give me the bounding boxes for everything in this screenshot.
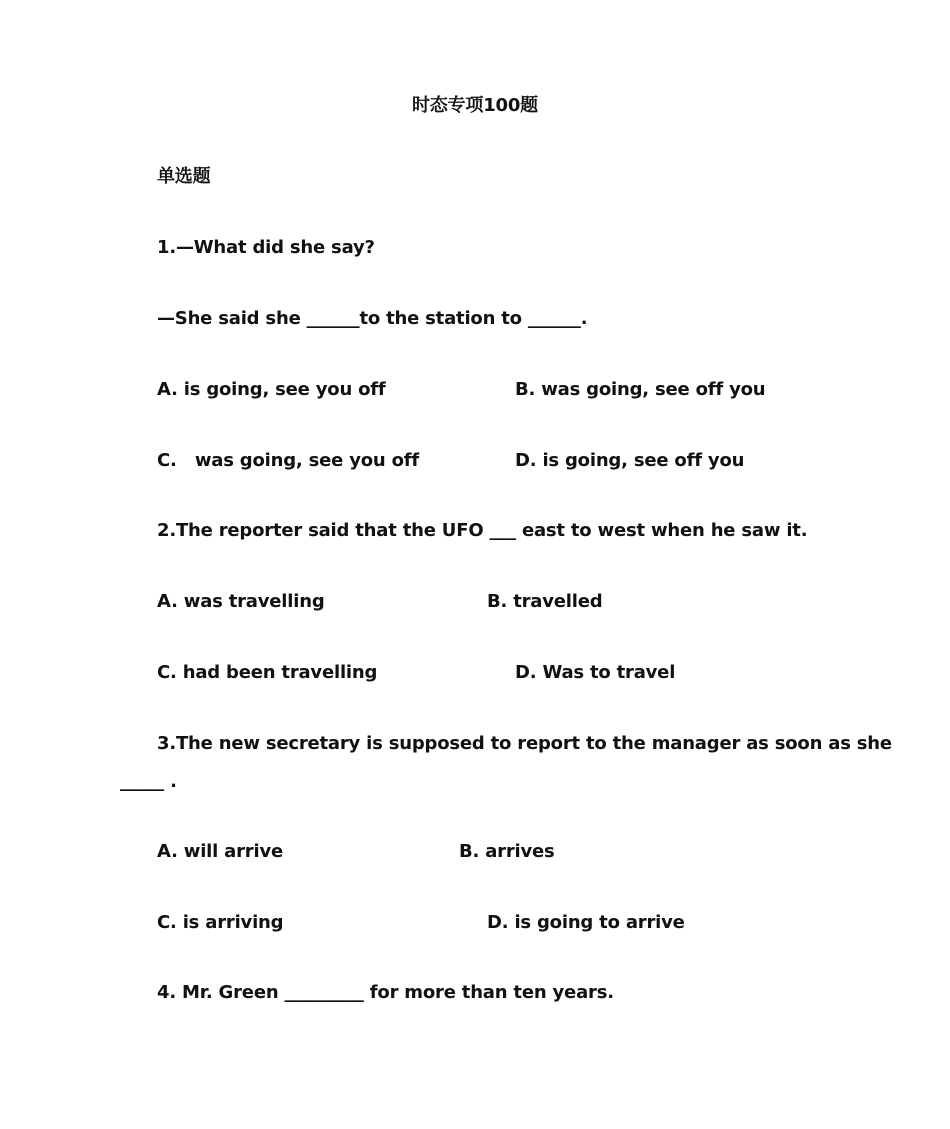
question-3-option-b: B. arrives <box>459 841 555 862</box>
question-1-option-c: C. was going, see you off <box>157 450 420 471</box>
question-3-option-c: C. is arriving <box>157 912 284 933</box>
question-3-option-a: A. will arrive <box>157 841 283 862</box>
document-title: 时态专项100题 <box>412 95 538 116</box>
question-3-option-d: D. is going to arrive <box>487 912 685 933</box>
question-4-stem: 4. Mr. Green _________ for more than ten years. <box>157 982 614 1003</box>
question-1-option-b: B. was going, see off you <box>515 379 766 400</box>
question-2-stem: 2.The reporter said that the UFO ___ east to west when he saw it. <box>157 520 808 541</box>
question-2-option-a: A. was travelling <box>157 591 325 612</box>
question-1-option-d: D. is going, see off you <box>515 450 745 471</box>
question-1-stem: 1.—What did she say? <box>157 237 375 258</box>
question-2-option-b: B. travelled <box>487 591 603 612</box>
question-1-option-a: A. is going, see you off <box>157 379 386 400</box>
question-3-stem: 3.The new secretary is supposed to report to the manager as soon as she <box>157 733 892 754</box>
section-heading: 单选题 <box>157 166 211 187</box>
question-3-stem-continued: _____ . <box>120 771 177 792</box>
question-2-option-c: C. had been travelling <box>157 662 378 683</box>
question-2-option-d: D. Was to travel <box>515 662 676 683</box>
question-1-stem-continued: —She said she ______to the station to ______. <box>157 308 588 329</box>
